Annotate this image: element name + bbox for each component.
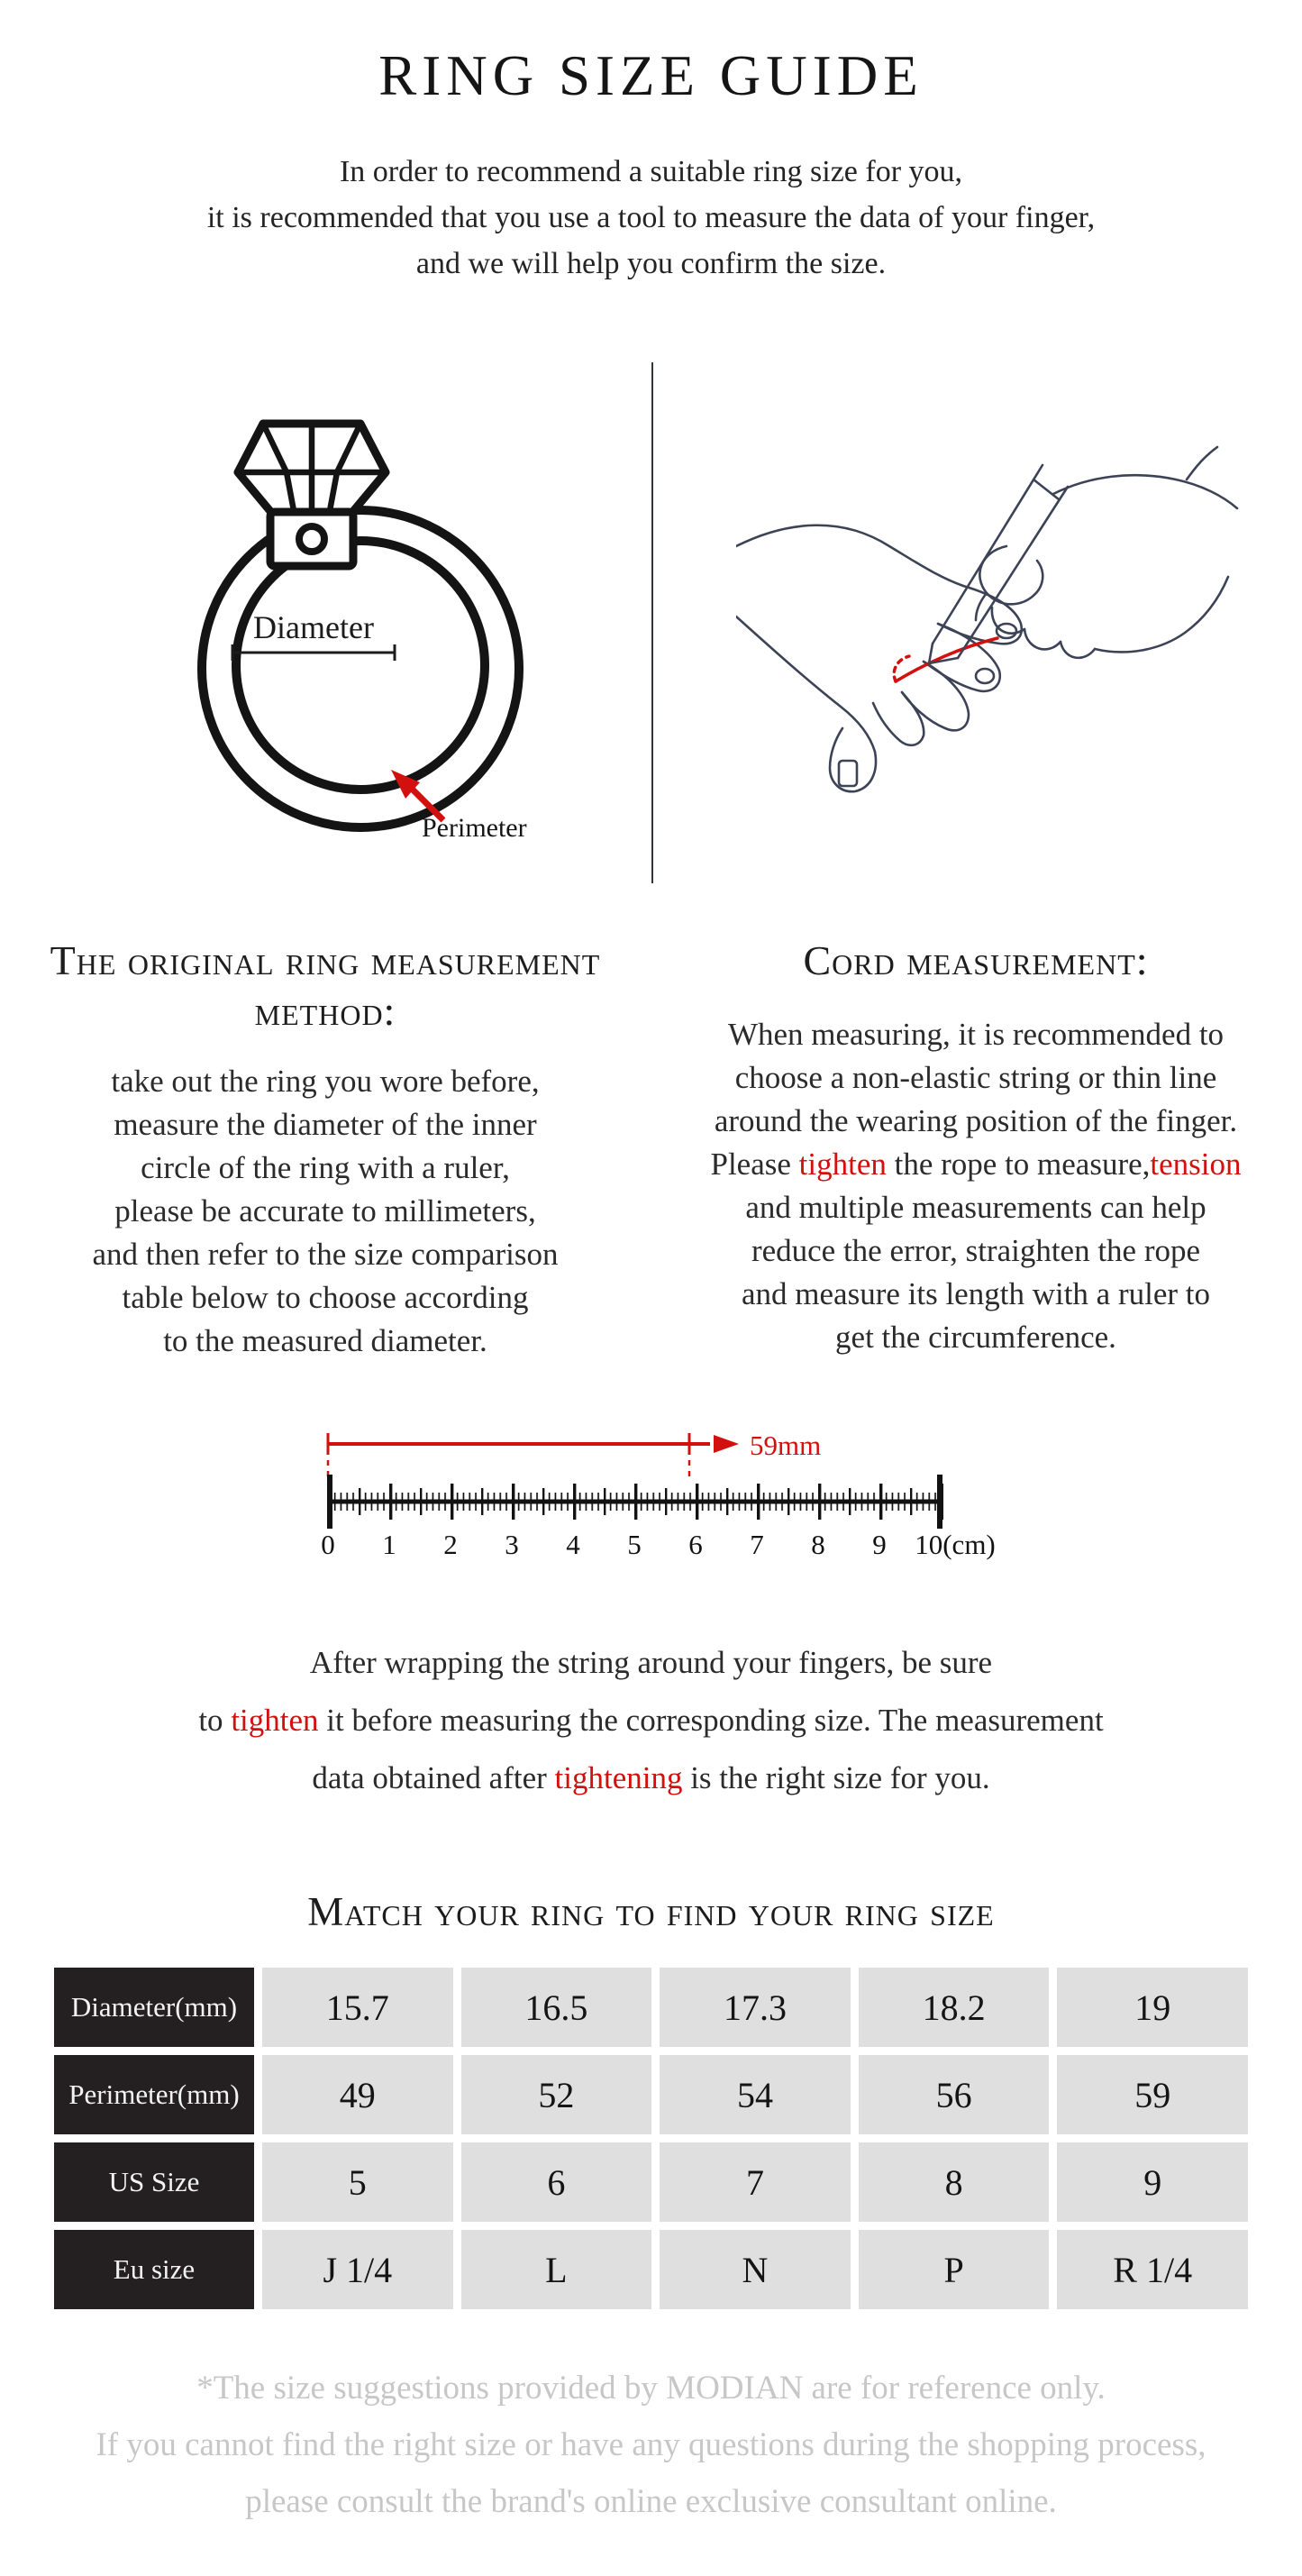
text-line: and measure its length with a ruler to [742,1276,1210,1311]
highlight-tighten: tighten [231,1703,319,1738]
text-line: to the measured diameter. [163,1323,487,1358]
ruler-tick-label: 6 [687,1529,703,1560]
table-cell: 5 [262,2142,453,2222]
hands-illustration-panel [651,362,1302,809]
cord-method-text [651,1013,1301,1359]
row-header-perimeter: Perimeter(mm) [54,2055,254,2134]
table-cell: 7 [660,2142,851,2222]
text-line: data obtained after tightening is the right size for you. [312,1760,990,1795]
table-cell: 59 [1057,2055,1248,2134]
intro-line: it is recommended that you use a tool to measure the data of your finger, [206,201,1096,234]
table-cell: 52 [461,2055,652,2134]
intro-line: and we will help you confirm the size. [415,247,887,280]
wrap-note-paragraph [0,1634,1302,1807]
original-method-heading: The original ring measurement method: [50,937,601,1034]
table-cell: 15.7 [262,1968,453,2047]
ruler-tick-label: 8 [810,1529,825,1560]
ring-size-table [54,1968,1248,2309]
disclaimer-line: If you cannot find the right size or have any questions during the shopping process, [96,2426,1206,2463]
ruler-tick-label: 0 [320,1529,335,1560]
disclaimer-line: *The size suggestions provided by MODIAN are for reference only. [196,2370,1106,2407]
highlight-tightening: tightening [554,1760,683,1795]
text-line: take out the ring you wore before, [111,1064,540,1099]
ruler-tick-label: 4 [565,1529,580,1560]
text-line: get the circumference. [835,1320,1116,1355]
ruler-tick-label: 10(cm) [914,1529,996,1560]
original-method-text [0,1060,651,1363]
text-line: circle of the ring with a ruler, [141,1150,510,1185]
table-cell: N [660,2230,851,2309]
text-line: table below to choose according [122,1280,529,1315]
intro-line: In order to recommend a suitable ring size for you, [339,155,963,188]
table-cell: J 1/4 [262,2230,453,2309]
ring-illustration-panel [0,362,651,856]
text-line: choose a non-elastic string or thin line [734,1060,1217,1095]
text-line: measure the diameter of the inner [114,1107,537,1142]
table-cell: 49 [262,2055,453,2134]
table-cell: 6 [461,2142,652,2222]
highlight-tighten: tighten [798,1146,887,1182]
method-columns [0,936,1302,1363]
row-header-eu-size: Eu size [54,2230,254,2309]
finger-measuring-sketch [736,440,1241,809]
table-cell: P [859,2230,1050,2309]
size-table-heading: Match your ring to find your ring size [307,1889,995,1934]
cord-method-section [651,936,1301,1363]
table-cell: 8 [859,2142,1050,2222]
text-line: please be accurate to millimeters, [114,1193,536,1229]
table-cell: 56 [859,2055,1050,2134]
ruler-tick-label: 3 [504,1529,519,1560]
ruler-figure [0,1419,1302,1566]
disclaimer [0,2360,1302,2530]
text-line: When measuring, it is recommended to [727,1017,1225,1052]
text-line: After wrapping the string around your fingers, be sure [309,1645,993,1680]
intro-paragraph [0,149,1302,287]
ruler-diagram [296,1419,1007,1561]
ruler-tick-label: 1 [381,1529,396,1560]
perimeter-label: Perimeter [422,813,527,843]
table-cell: 54 [660,2055,851,2134]
table-cell: R 1/4 [1057,2230,1248,2309]
table-cell: 16.5 [461,1968,652,2047]
table-cell: 19 [1057,1968,1248,2047]
table-cell: 17.3 [660,1968,851,2047]
page-title: RING SIZE GUIDE [378,44,924,107]
text-line: Please tighten the rope to measure,tension [710,1146,1242,1182]
ruler-tick-label: 9 [871,1529,887,1560]
text-line: and then refer to the size comparison [92,1237,559,1272]
table-cell: 18.2 [859,1968,1050,2047]
highlight-tension: tension [1150,1146,1242,1182]
ruler-tick-label: 2 [442,1529,458,1560]
table-cell: 9 [1057,2142,1248,2222]
ruler-tick-label: 7 [749,1529,764,1560]
text-line: reduce the error, straighten the rope [751,1233,1201,1268]
table-cell: L [461,2230,652,2309]
row-header-us-size: US Size [54,2142,254,2222]
cord-method-heading: Cord measurement: [803,937,1149,983]
diameter-label: Diameter [253,609,374,645]
ruler-tick-label: 5 [626,1529,642,1560]
text-line: to tighten it before measuring the corresponding size. The measurement [198,1703,1104,1738]
row-header-diameter: Diameter(mm) [54,1968,254,2047]
disclaimer-line: please consult the brand's online exclusive consultant online. [245,2483,1057,2520]
original-method-section [0,936,651,1363]
illustration-row [0,362,1302,889]
measurement-annotation: 59mm [749,1430,821,1461]
diamond-ring-diagram [180,370,559,856]
text-line: and multiple measurements can help [745,1190,1206,1225]
text-line: around the wearing position of the finger. [714,1103,1238,1138]
